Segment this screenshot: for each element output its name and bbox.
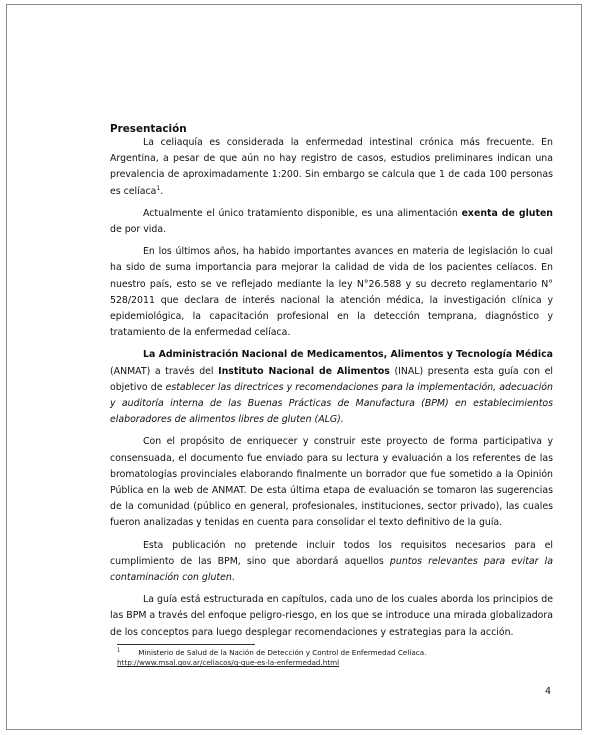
footnote [117, 648, 554, 668]
paragraph-text: (ANMAT) a través del [110, 365, 219, 377]
emphasis-objetivo: establecer las directrices y recomendaciones para la implementación, adecuación y auditoría interna de las Buenas Prácticas de Manufactura (BPM) en establecimientos elaboradores de alimentos libres de gluten (ALG). [110, 381, 553, 426]
paragraph-text: (INAL) presenta esta guía con el objetivo de [110, 365, 553, 393]
footnote-reference[interactable]: 1 [156, 184, 161, 192]
section-title: Presentación [110, 123, 187, 135]
emphasis-gluten: exenta de gluten [461, 207, 553, 219]
paragraph-estructura: La guía está estructurada en capítulos, cada uno de los cuales aborda los principios de las BPM a través del enfoque peligro-riesgo, en los que se introduce una mirada globalizadora de los conceptos para luego desplegar recomendaciones y estrategias para la acción. [110, 594, 553, 638]
emphasis-puntos: puntos relevantes para evitar la contaminación con gluten [110, 555, 553, 584]
paragraph-publicacion [110, 538, 553, 587]
paragraph-text: de por vida. [110, 224, 167, 236]
page-number: 4 [545, 686, 552, 697]
footnote-number: 1 [117, 647, 121, 654]
footnote-link[interactable]: http://www.msal.gov.ar/celiacos/q-que-es-la-enfermedad.html [117, 658, 340, 667]
page-body [110, 122, 553, 647]
paragraph-proposito: Con el propósito de enriquecer y construir este proyecto de forma participativa y consensuada, el documento fue enviado para su lectura y evaluación a los referentes de las bromatologías provinciales elaborando finalmente un borrador que fue sometido a la Opinión Pública en la web de ANMAT. De esta última etapa de evaluación se tomaron las sugerencias de la comunidad (público en general, profesionales, instituciones, sector privado), las cuales fueron analizadas y tenidas en cuenta para consolidar el texto definitivo de la guía. [110, 436, 553, 529]
paragraph-legislacion: En los últimos años, ha habido importantes avances en materia de legislación lo cual ha sido de suma importancia para mejorar la calidad de vida de los pacientes celíacos. En nuestro país, esto se ve reflejado mediante la ley N°26.588 y su decreto reglamentario N° 528/2011 que declara de interés nacional la atención médica, la investigación clínica y epidemiológica, la capacitación profesional en la detección temprana, diagnóstico y tratamiento de la enfermedad celíaca. [110, 246, 553, 339]
paragraph-text: . [231, 572, 235, 584]
paragraph-text: La celiaquía es considerada la enfermedad intestinal crónica más frecuente. En Argentina, a pesar de que aún no hay registro de casos, estudios preliminares indican una prevalencia de aproximadamente 1:200. Sin embargo se calcula que 1 de cada 100 personas es celíaca [110, 137, 553, 197]
paragraph-text: Actualmente el único tratamiento disponible, es una alimentación [143, 207, 462, 219]
paragraph-anmat [110, 347, 553, 428]
paragraph-text: Esta publicación no pretende incluir todos los requisitos necesarios para el cumplimiento de las BPM, sino que abordará aquellos [110, 539, 553, 567]
paragraph-celiaquia: La celiaquía es considerada la enfermedad intestinal crónica más frecuente. En Argentina, a pesar de que aún no hay registro de casos, estudios preliminares indican una prevalencia de aproximadamente 1:200. Sin embargo se calcula que 1 de cada 100 personas es celíaca$^1$. [110, 137, 553, 197]
footnote-text: Ministerio de Salud de la Nación de Detección y Control de Enfermedad Celíaca. [138, 648, 427, 657]
emphasis-inal: Instituto Nacional de Alimentos [218, 365, 390, 377]
footnote-separator [117, 644, 255, 645]
paragraph-tratamiento [110, 206, 553, 238]
emphasis-anmat: La Administración Nacional de Medicamentos, Alimentos y Tecnología Médica [143, 349, 553, 361]
